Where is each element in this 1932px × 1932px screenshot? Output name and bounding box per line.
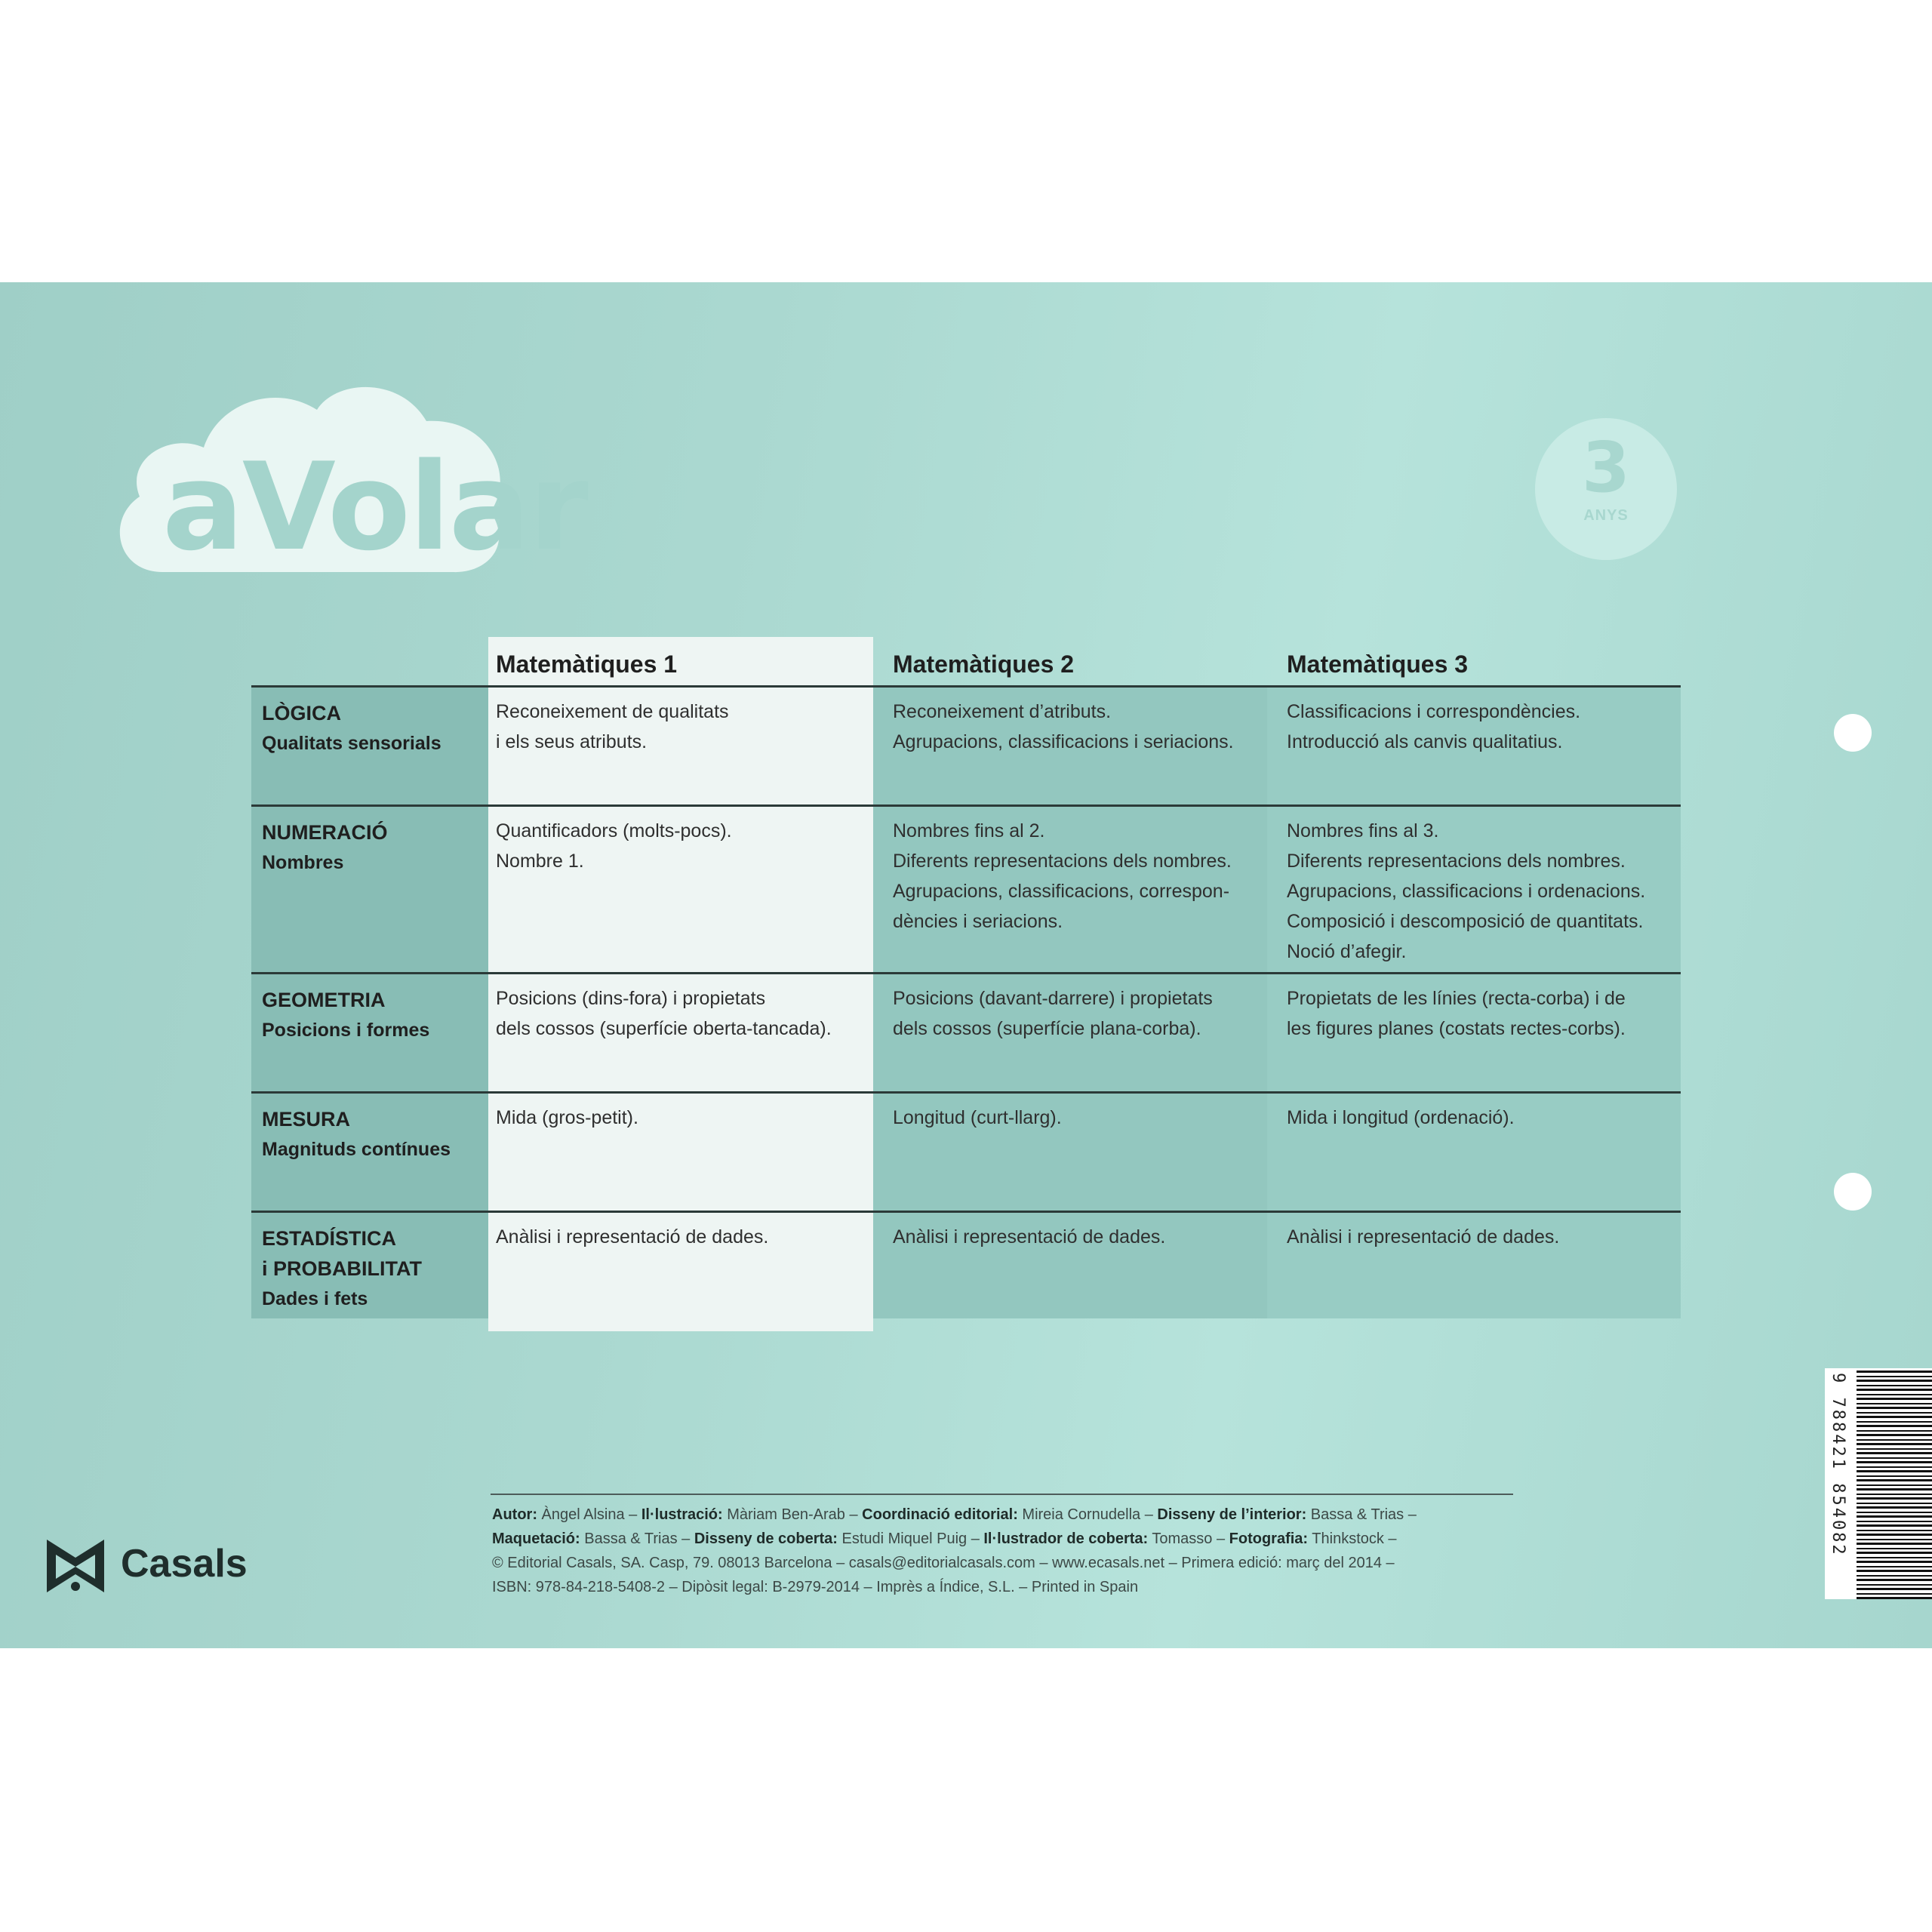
category-subtitle: Magnituds contínues bbox=[262, 1139, 451, 1160]
m3-cell bbox=[1287, 1222, 1559, 1252]
m3-cell bbox=[1287, 816, 1645, 967]
cell-line: Mida i longitud (ordenació). bbox=[1287, 1107, 1515, 1128]
cell-line: Nombre 1. bbox=[496, 851, 584, 872]
credit-label: Disseny de coberta: bbox=[694, 1531, 838, 1547]
cell-line: Anàlisi i representació de dades. bbox=[1287, 1226, 1560, 1247]
cell-line: les figures planes (costats rectes-corbs). bbox=[1287, 1018, 1626, 1039]
cell-line: Diferents representacions dels nombres. bbox=[1287, 851, 1626, 872]
category-cell bbox=[251, 807, 488, 974]
cell-line: Anàlisi i representació de dades. bbox=[893, 1226, 1166, 1247]
age-badge bbox=[1535, 418, 1677, 560]
cell-line: Agrupacions, classificacions i seriacions. bbox=[893, 731, 1234, 752]
m3-cell bbox=[1287, 1103, 1515, 1133]
credits-line-1 bbox=[492, 1503, 1417, 1527]
m2-cell bbox=[893, 1103, 1062, 1133]
category-title: MESURA bbox=[262, 1108, 351, 1131]
cell-line: Classificacions i correspondències. bbox=[1287, 701, 1581, 722]
m1-cell bbox=[496, 1103, 638, 1133]
barcode-bars bbox=[1857, 1368, 1932, 1599]
credit-value: Mireia Cornudella – bbox=[1017, 1506, 1158, 1523]
credit-value: Màriam Ben-Arab – bbox=[722, 1506, 863, 1523]
cell-line: dències i seriacions. bbox=[893, 911, 1063, 932]
barcode-number: 9 788421 854082 bbox=[1829, 1373, 1847, 1557]
cell-line: Reconeixement d’atributs. bbox=[893, 701, 1112, 722]
m1-cell bbox=[496, 816, 732, 876]
credits-line-3: © Editorial Casals, SA. Casp, 79. 08013 Barcelona – casals@editorialcasals.com – www.ecasals.net – Primera edició: març del 2014 – bbox=[492, 1555, 1395, 1571]
m2-cell bbox=[893, 816, 1232, 937]
m1-cell bbox=[496, 697, 729, 757]
category-title: NUMERACIÓ bbox=[262, 821, 388, 844]
category-subtitle: Dades i fets bbox=[262, 1288, 368, 1309]
credit-value: Estudi Miquel Puig – bbox=[837, 1531, 984, 1547]
credit-value: Bassa & Trias – bbox=[580, 1531, 694, 1547]
logo-wordmark: aVolar bbox=[162, 436, 587, 577]
cell-line: Diferents representacions dels nombres. bbox=[893, 851, 1232, 872]
cell-line: Composició i descomposició de quantitats. bbox=[1287, 911, 1644, 932]
cell-line: i els seus atributs. bbox=[496, 731, 648, 752]
cell-line: Posicions (davant-darrere) i propietats bbox=[893, 988, 1213, 1009]
cell-line: dels cossos (superfície plana-corba). bbox=[893, 1018, 1201, 1039]
table-header bbox=[251, 637, 1681, 682]
column-header-m3: Matemàtiques 3 bbox=[1287, 651, 1469, 678]
m2-cell bbox=[893, 983, 1213, 1044]
credit-value: Àngel Alsina – bbox=[537, 1506, 641, 1523]
publisher-name: Casals bbox=[121, 1542, 248, 1586]
cell-line: Nombres fins al 2. bbox=[893, 820, 1045, 841]
category-title: ESTADÍSTICA bbox=[262, 1227, 397, 1250]
m3-cell bbox=[1287, 983, 1626, 1044]
credit-label: Fotografia: bbox=[1229, 1531, 1309, 1547]
category-title-line2: i PROBABILITAT bbox=[262, 1257, 422, 1280]
category-cell bbox=[251, 1213, 488, 1318]
credit-label: Coordinació editorial: bbox=[862, 1506, 1018, 1523]
cell-line: Agrupacions, classificacions i ordenacions. bbox=[1287, 881, 1646, 902]
punch-hole-bottom bbox=[1834, 1173, 1872, 1211]
punch-hole-top bbox=[1834, 714, 1872, 752]
m1-cell bbox=[496, 983, 832, 1044]
m3-cell bbox=[1287, 697, 1580, 757]
cell-line: Propietats de les línies (recta-corba) i de bbox=[1287, 988, 1626, 1009]
credit-label: Il·lustració: bbox=[641, 1506, 723, 1523]
credit-label: Maquetació: bbox=[492, 1531, 580, 1547]
m2-cell bbox=[893, 697, 1234, 757]
category-title: GEOMETRIA bbox=[262, 989, 386, 1011]
m2-cell bbox=[893, 1222, 1165, 1252]
category-subtitle: Qualitats sensorials bbox=[262, 733, 441, 754]
age-number: 3 bbox=[1581, 427, 1630, 508]
table-row bbox=[251, 804, 1681, 974]
credit-value: Tomasso – bbox=[1148, 1531, 1229, 1547]
book-back-cover bbox=[0, 282, 1932, 1648]
cell-line: Quantificadors (molts-pocs). bbox=[496, 820, 732, 841]
credit-value: Bassa & Trias – bbox=[1306, 1506, 1417, 1523]
age-label: ANYS bbox=[1583, 507, 1629, 524]
credits-line-4: ISBN: 978-84-218-5408-2 – Dipòsit legal: B-2979-2014 – Imprès a Índice, S.L. – Printed in Spain bbox=[492, 1579, 1139, 1595]
credit-label: Autor: bbox=[492, 1506, 537, 1523]
category-cell bbox=[251, 974, 488, 1094]
cell-line: Posicions (dins-fora) i propietats bbox=[496, 988, 766, 1009]
cell-line: Noció d’afegir. bbox=[1287, 941, 1407, 962]
m1-cell bbox=[496, 1222, 768, 1252]
cell-line: Reconeixement de qualitats bbox=[496, 701, 729, 722]
barcode-digits bbox=[1825, 1368, 1855, 1599]
credits-block bbox=[492, 1503, 1417, 1599]
cell-line: Mida (gros-petit). bbox=[496, 1107, 638, 1128]
credit-label: Disseny de l’interior: bbox=[1157, 1506, 1307, 1523]
credits-line-2 bbox=[492, 1527, 1417, 1551]
column-header-m1: Matemàtiques 1 bbox=[496, 651, 678, 678]
category-cell bbox=[251, 1094, 488, 1213]
category-title: LÒGICA bbox=[262, 702, 341, 724]
category-subtitle: Posicions i formes bbox=[262, 1020, 430, 1041]
casals-mark-icon bbox=[45, 1535, 106, 1595]
column-header-m2: Matemàtiques 2 bbox=[893, 651, 1075, 678]
credits-divider bbox=[491, 1494, 1513, 1495]
cell-line: Longitud (curt-llarg). bbox=[893, 1107, 1062, 1128]
credit-value: Thinkstock – bbox=[1308, 1531, 1397, 1547]
cell-line: Agrupacions, classificacions, correspon- bbox=[893, 881, 1230, 902]
barcode bbox=[1825, 1368, 1932, 1599]
table-row bbox=[251, 1091, 1681, 1213]
cell-line: dels cossos (superfície oberta-tancada). bbox=[496, 1018, 832, 1039]
cell-line: Nombres fins al 3. bbox=[1287, 820, 1439, 841]
table-row bbox=[251, 972, 1681, 1094]
category-subtitle: Nombres bbox=[262, 852, 344, 873]
credit-label: Il·lustrador de coberta: bbox=[983, 1531, 1149, 1547]
category-cell bbox=[251, 688, 488, 807]
table-row bbox=[251, 1211, 1681, 1318]
cell-line: Introducció als canvis qualitatius. bbox=[1287, 731, 1563, 752]
table-row bbox=[251, 685, 1681, 807]
cell-line: Anàlisi i representació de dades. bbox=[496, 1226, 769, 1247]
